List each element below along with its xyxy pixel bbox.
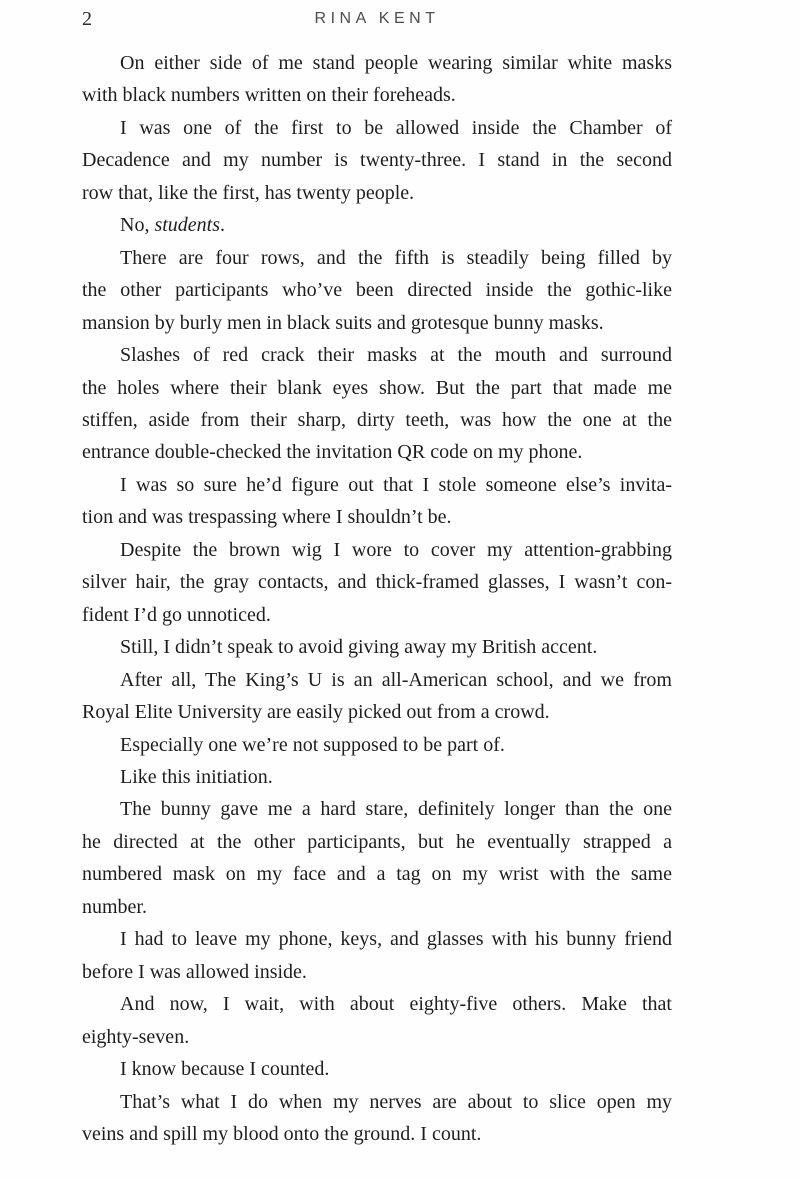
text-segment: I was one of the first to be allowed inside the Chamber of: [120, 116, 672, 139]
text-line: [82, 696, 672, 728]
text-line: [82, 112, 672, 144]
text-line: [82, 404, 672, 436]
text-line: [82, 729, 672, 761]
text-segment: mansion by burly men in black suits and grotesque bunny masks.: [82, 311, 604, 334]
text-segment: Decadence and my number is twenty-three. I stand in the second: [82, 149, 672, 172]
text-line: [82, 923, 672, 955]
text-segment: row that, like the first, has twenty people.: [82, 181, 415, 204]
text-segment: with black numbers written on their foreheads.: [82, 84, 456, 107]
text-segment: I had to leave my phone, keys, and glasses with his bunny friend: [120, 928, 672, 951]
text-line: [82, 242, 672, 274]
text-segment: Despite the brown wig I wore to cover my attention-grabbing: [120, 538, 672, 561]
text-segment: Like this initiation.: [120, 765, 273, 788]
text-segment: After all, The King’s U is an all-American school, and we from: [120, 668, 672, 691]
text-line: [82, 1086, 672, 1118]
text-line: [82, 1118, 672, 1150]
text-line: [82, 47, 672, 79]
text-segment: .: [220, 214, 226, 237]
text-line: [82, 436, 672, 468]
text-segment: silver hair, the gray contacts, and thick-framed glasses, I wasn’t con-: [82, 571, 672, 594]
text-segment: number.: [82, 895, 147, 918]
text-segment: I was so sure he’d figure out that I stole someone else’s invita-: [120, 473, 672, 496]
text-line: [82, 209, 672, 241]
text-line: [82, 534, 672, 566]
text-line: [82, 1053, 672, 1085]
text-segment: Royal Elite University are easily picked out from a crowd.: [82, 701, 550, 724]
text-segment: Especially one we’re not supposed to be part of.: [120, 733, 505, 756]
text-line: [82, 599, 672, 631]
text-line: [82, 1021, 672, 1053]
text-line: [82, 79, 672, 111]
text-segment: tion and was trespassing where I shouldn’t be.: [82, 506, 452, 529]
text-line: [82, 274, 672, 306]
text-segment: The bunny gave me a hard stare, definitely longer than the one: [120, 798, 672, 821]
text-line: [82, 664, 672, 696]
text-line: [82, 988, 672, 1020]
text-segment: numbered mask on my face and a tag on my wrist with the same: [82, 863, 672, 886]
text-line: [82, 891, 672, 923]
text-line: [82, 339, 672, 371]
text-segment: he directed at the other participants, but he eventually strapped a: [82, 830, 672, 853]
page-number: 2: [82, 8, 92, 30]
text-segment: the holes where their blank eyes show. But the part that made me: [82, 376, 672, 399]
text-line: [82, 469, 672, 501]
text-line: [82, 307, 672, 339]
text-segment: On either side of me stand people wearing similar white masks: [120, 52, 672, 74]
text-segment: veins and spill my blood onto the ground. I count.: [82, 1122, 482, 1145]
text-line: [82, 177, 672, 209]
text-segment: fident I’d go unnoticed.: [82, 603, 271, 626]
text-line: [82, 144, 672, 176]
text-line: [82, 858, 672, 890]
text-segment: Slashes of red crack their masks at the mouth and surround: [120, 344, 672, 367]
page-header: [82, 8, 672, 34]
text-segment: That’s what I do when my nerves are about to slice open my: [120, 1090, 672, 1113]
text-segment: There are four rows, and the fifth is steadily being filled by: [120, 246, 672, 269]
page-body: [82, 47, 672, 1150]
text-line: [82, 956, 672, 988]
text-segment: entrance double-checked the invitation QR code on my phone.: [82, 441, 583, 464]
text-line: [82, 566, 672, 598]
text-segment: I know because I counted.: [120, 1058, 330, 1081]
text-segment: And now, I wait, with about eighty-five others. Make that: [120, 993, 672, 1016]
text-line: [82, 826, 672, 858]
text-segment: eighty-seven.: [82, 1025, 190, 1048]
running-head-author: RINA KENT: [314, 10, 440, 27]
text-segment: the other participants who’ve been directed inside the gothic-like: [82, 279, 672, 302]
text-line: [82, 372, 672, 404]
text-line: [82, 761, 672, 793]
text-segment: Still, I didn’t speak to avoid giving away my British accent.: [120, 636, 598, 659]
text-line: [82, 501, 672, 533]
text-segment: before I was allowed inside.: [82, 960, 307, 983]
text-segment: No,: [120, 214, 155, 237]
text-line: [82, 631, 672, 663]
text-segment: stiffen, aside from their sharp, dirty teeth, was how the one at the: [82, 408, 672, 431]
italic-text-segment: students: [154, 214, 221, 237]
text-line: [82, 793, 672, 825]
